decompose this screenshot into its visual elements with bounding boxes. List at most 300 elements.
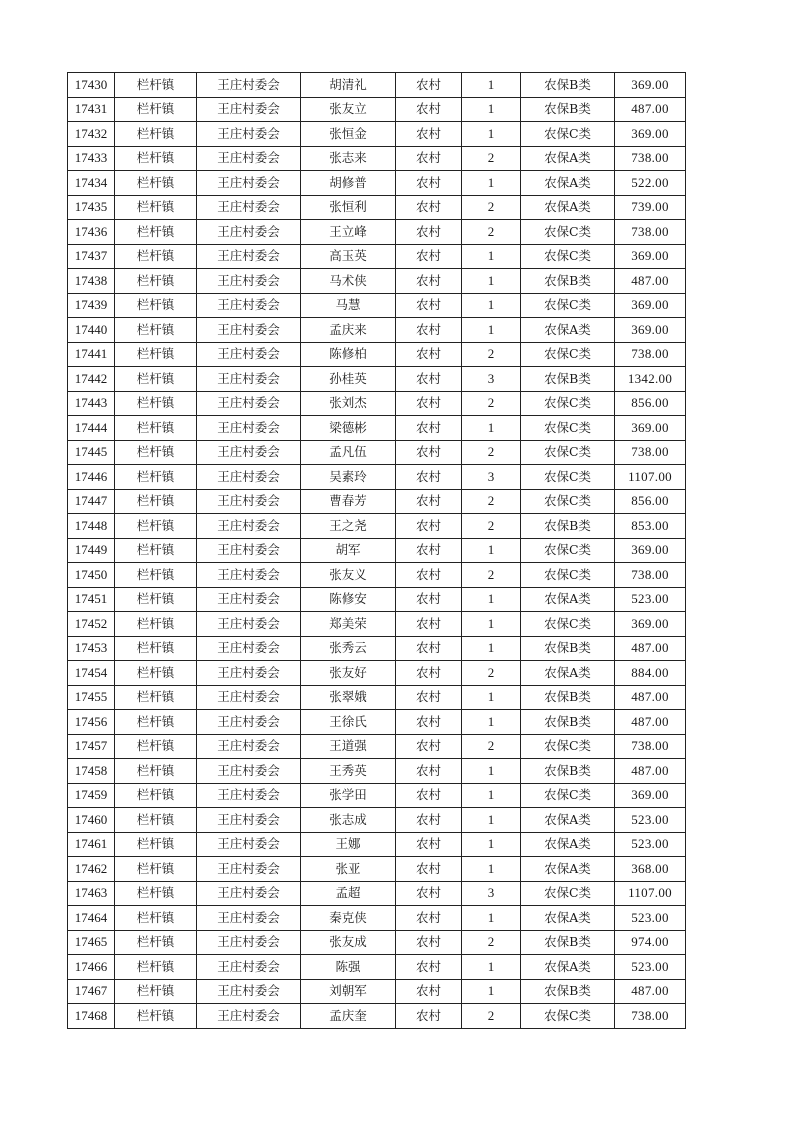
cell-name: 胡军 <box>301 538 396 563</box>
cell-amount: 523.00 <box>615 832 686 857</box>
cell-amount: 368.00 <box>615 857 686 882</box>
cell-town: 栏杆镇 <box>115 367 197 392</box>
cell-count: 3 <box>462 465 521 490</box>
cell-town: 栏杆镇 <box>115 489 197 514</box>
table-row <box>68 293 686 318</box>
cell-name: 高玉英 <box>301 244 396 269</box>
cell-household-type: 农村 <box>396 367 462 392</box>
cell-household-type: 农村 <box>396 293 462 318</box>
cell-village: 王庄村委会 <box>197 734 301 759</box>
cell-village: 王庄村委会 <box>197 979 301 1004</box>
cell-town: 栏杆镇 <box>115 171 197 196</box>
cell-count: 2 <box>462 734 521 759</box>
table-row <box>68 391 686 416</box>
cell-village: 王庄村委会 <box>197 367 301 392</box>
table-row <box>68 416 686 441</box>
cell-household-type: 农村 <box>396 930 462 955</box>
cell-id: 17447 <box>68 489 115 514</box>
cell-village: 王庄村委会 <box>197 293 301 318</box>
cell-village: 王庄村委会 <box>197 465 301 490</box>
cell-amount: 487.00 <box>615 97 686 122</box>
cell-category: 农保C类 <box>521 1004 615 1029</box>
table-row <box>68 538 686 563</box>
cell-id: 17468 <box>68 1004 115 1029</box>
cell-count: 2 <box>462 146 521 171</box>
cell-id: 17436 <box>68 220 115 245</box>
cell-count: 1 <box>462 832 521 857</box>
cell-village: 王庄村委会 <box>197 220 301 245</box>
cell-category: 农保B类 <box>521 979 615 1004</box>
cell-town: 栏杆镇 <box>115 808 197 833</box>
cell-household-type: 农村 <box>396 906 462 931</box>
cell-id: 17435 <box>68 195 115 220</box>
cell-id: 17461 <box>68 832 115 857</box>
cell-name: 王娜 <box>301 832 396 857</box>
cell-amount: 487.00 <box>615 979 686 1004</box>
cell-category: 农保C类 <box>521 122 615 147</box>
cell-id: 17440 <box>68 318 115 343</box>
cell-town: 栏杆镇 <box>115 906 197 931</box>
cell-village: 王庄村委会 <box>197 710 301 735</box>
cell-name: 孟庆奎 <box>301 1004 396 1029</box>
cell-amount: 487.00 <box>615 710 686 735</box>
cell-category: 农保A类 <box>521 661 615 686</box>
cell-town: 栏杆镇 <box>115 955 197 980</box>
cell-count: 1 <box>462 293 521 318</box>
cell-household-type: 农村 <box>396 465 462 490</box>
cell-name: 张友立 <box>301 97 396 122</box>
cell-id: 17455 <box>68 685 115 710</box>
cell-category: 农保A类 <box>521 808 615 833</box>
cell-amount: 738.00 <box>615 220 686 245</box>
cell-name: 张学田 <box>301 783 396 808</box>
table-row <box>68 612 686 637</box>
cell-village: 王庄村委会 <box>197 759 301 784</box>
table-row <box>68 832 686 857</box>
cell-household-type: 农村 <box>396 171 462 196</box>
cell-category: 农保C类 <box>521 416 615 441</box>
cell-town: 栏杆镇 <box>115 612 197 637</box>
cell-amount: 369.00 <box>615 122 686 147</box>
cell-category: 农保C类 <box>521 440 615 465</box>
cell-name: 王徐氏 <box>301 710 396 735</box>
cell-count: 2 <box>462 391 521 416</box>
table-row <box>68 734 686 759</box>
cell-village: 王庄村委会 <box>197 195 301 220</box>
benefit-table <box>67 72 686 1029</box>
cell-name: 王之尧 <box>301 514 396 539</box>
cell-category: 农保B类 <box>521 930 615 955</box>
cell-count: 1 <box>462 759 521 784</box>
table-row <box>68 318 686 343</box>
cell-count: 2 <box>462 514 521 539</box>
cell-count: 1 <box>462 906 521 931</box>
cell-town: 栏杆镇 <box>115 587 197 612</box>
table-row <box>68 710 686 735</box>
cell-household-type: 农村 <box>396 661 462 686</box>
cell-count: 1 <box>462 710 521 735</box>
cell-id: 17432 <box>68 122 115 147</box>
cell-category: 农保B类 <box>521 685 615 710</box>
table-row <box>68 1004 686 1029</box>
cell-town: 栏杆镇 <box>115 220 197 245</box>
cell-household-type: 农村 <box>396 220 462 245</box>
cell-category: 农保B类 <box>521 367 615 392</box>
cell-town: 栏杆镇 <box>115 73 197 98</box>
cell-village: 王庄村委会 <box>197 563 301 588</box>
cell-household-type: 农村 <box>396 808 462 833</box>
cell-name: 张恒利 <box>301 195 396 220</box>
cell-village: 王庄村委会 <box>197 636 301 661</box>
cell-household-type: 农村 <box>396 955 462 980</box>
cell-name: 张友义 <box>301 563 396 588</box>
cell-household-type: 农村 <box>396 881 462 906</box>
table-row <box>68 440 686 465</box>
table-row <box>68 857 686 882</box>
cell-town: 栏杆镇 <box>115 416 197 441</box>
cell-household-type: 农村 <box>396 710 462 735</box>
cell-count: 3 <box>462 367 521 392</box>
cell-town: 栏杆镇 <box>115 636 197 661</box>
cell-village: 王庄村委会 <box>197 783 301 808</box>
cell-town: 栏杆镇 <box>115 759 197 784</box>
cell-household-type: 农村 <box>396 685 462 710</box>
cell-amount: 974.00 <box>615 930 686 955</box>
cell-category: 农保C类 <box>521 244 615 269</box>
cell-household-type: 农村 <box>396 391 462 416</box>
cell-category: 农保C类 <box>521 563 615 588</box>
cell-category: 农保A类 <box>521 857 615 882</box>
cell-id: 17431 <box>68 97 115 122</box>
table-row <box>68 783 686 808</box>
cell-village: 王庄村委会 <box>197 587 301 612</box>
cell-town: 栏杆镇 <box>115 832 197 857</box>
cell-amount: 738.00 <box>615 1004 686 1029</box>
cell-id: 17466 <box>68 955 115 980</box>
cell-town: 栏杆镇 <box>115 122 197 147</box>
cell-count: 1 <box>462 685 521 710</box>
cell-town: 栏杆镇 <box>115 734 197 759</box>
cell-count: 2 <box>462 930 521 955</box>
cell-category: 农保C类 <box>521 489 615 514</box>
cell-name: 胡修普 <box>301 171 396 196</box>
cell-category: 农保A类 <box>521 318 615 343</box>
cell-village: 王庄村委会 <box>197 906 301 931</box>
table-row <box>68 146 686 171</box>
cell-amount: 1107.00 <box>615 465 686 490</box>
cell-household-type: 农村 <box>396 318 462 343</box>
cell-id: 17453 <box>68 636 115 661</box>
cell-name: 张友成 <box>301 930 396 955</box>
cell-amount: 738.00 <box>615 342 686 367</box>
cell-id: 17454 <box>68 661 115 686</box>
cell-id: 17446 <box>68 465 115 490</box>
cell-id: 17437 <box>68 244 115 269</box>
cell-village: 王庄村委会 <box>197 122 301 147</box>
cell-id: 17443 <box>68 391 115 416</box>
table-row <box>68 808 686 833</box>
cell-name: 张志成 <box>301 808 396 833</box>
cell-name: 陈修柏 <box>301 342 396 367</box>
cell-amount: 369.00 <box>615 783 686 808</box>
cell-name: 秦克侠 <box>301 906 396 931</box>
cell-id: 17467 <box>68 979 115 1004</box>
cell-count: 1 <box>462 171 521 196</box>
cell-village: 王庄村委会 <box>197 391 301 416</box>
cell-household-type: 农村 <box>396 73 462 98</box>
cell-category: 农保B类 <box>521 73 615 98</box>
cell-count: 3 <box>462 881 521 906</box>
cell-category: 农保A类 <box>521 832 615 857</box>
table-row <box>68 514 686 539</box>
cell-town: 栏杆镇 <box>115 881 197 906</box>
cell-town: 栏杆镇 <box>115 293 197 318</box>
cell-count: 2 <box>462 661 521 686</box>
cell-household-type: 农村 <box>396 440 462 465</box>
table-row <box>68 465 686 490</box>
cell-count: 1 <box>462 73 521 98</box>
cell-amount: 523.00 <box>615 587 686 612</box>
table-row <box>68 220 686 245</box>
cell-id: 17434 <box>68 171 115 196</box>
cell-name: 王秀英 <box>301 759 396 784</box>
cell-village: 王庄村委会 <box>197 440 301 465</box>
cell-village: 王庄村委会 <box>197 318 301 343</box>
cell-category: 农保C类 <box>521 612 615 637</box>
cell-village: 王庄村委会 <box>197 930 301 955</box>
cell-household-type: 农村 <box>396 587 462 612</box>
cell-town: 栏杆镇 <box>115 1004 197 1029</box>
cell-count: 1 <box>462 955 521 980</box>
cell-amount: 369.00 <box>615 538 686 563</box>
cell-count: 1 <box>462 612 521 637</box>
table-row <box>68 930 686 955</box>
table-row <box>68 171 686 196</box>
cell-amount: 523.00 <box>615 955 686 980</box>
cell-household-type: 农村 <box>396 1004 462 1029</box>
cell-id: 17441 <box>68 342 115 367</box>
table-row <box>68 881 686 906</box>
cell-id: 17463 <box>68 881 115 906</box>
cell-id: 17465 <box>68 930 115 955</box>
cell-name: 张亚 <box>301 857 396 882</box>
cell-name: 吴素玲 <box>301 465 396 490</box>
cell-name: 张友好 <box>301 661 396 686</box>
cell-town: 栏杆镇 <box>115 563 197 588</box>
cell-name: 马慧 <box>301 293 396 318</box>
cell-amount: 487.00 <box>615 636 686 661</box>
cell-name: 胡清礼 <box>301 73 396 98</box>
cell-id: 17457 <box>68 734 115 759</box>
cell-village: 王庄村委会 <box>197 538 301 563</box>
cell-name: 孟凡伍 <box>301 440 396 465</box>
cell-household-type: 农村 <box>396 122 462 147</box>
cell-town: 栏杆镇 <box>115 514 197 539</box>
cell-count: 1 <box>462 587 521 612</box>
cell-household-type: 农村 <box>396 612 462 637</box>
cell-amount: 487.00 <box>615 269 686 294</box>
cell-count: 2 <box>462 489 521 514</box>
cell-amount: 487.00 <box>615 685 686 710</box>
cell-id: 17448 <box>68 514 115 539</box>
cell-name: 曹春芳 <box>301 489 396 514</box>
cell-amount: 523.00 <box>615 808 686 833</box>
cell-village: 王庄村委会 <box>197 269 301 294</box>
table-row <box>68 955 686 980</box>
cell-id: 17449 <box>68 538 115 563</box>
cell-name: 张翠娥 <box>301 685 396 710</box>
cell-amount: 369.00 <box>615 416 686 441</box>
cell-id: 17430 <box>68 73 115 98</box>
cell-amount: 739.00 <box>615 195 686 220</box>
cell-amount: 369.00 <box>615 244 686 269</box>
cell-category: 农保C类 <box>521 465 615 490</box>
cell-town: 栏杆镇 <box>115 146 197 171</box>
cell-village: 王庄村委会 <box>197 955 301 980</box>
cell-name: 张志来 <box>301 146 396 171</box>
cell-count: 1 <box>462 318 521 343</box>
cell-household-type: 农村 <box>396 636 462 661</box>
cell-category: 农保C类 <box>521 391 615 416</box>
cell-town: 栏杆镇 <box>115 661 197 686</box>
table-row <box>68 587 686 612</box>
cell-count: 1 <box>462 269 521 294</box>
cell-town: 栏杆镇 <box>115 269 197 294</box>
cell-name: 郑美荣 <box>301 612 396 637</box>
cell-village: 王庄村委会 <box>197 514 301 539</box>
cell-village: 王庄村委会 <box>197 832 301 857</box>
cell-category: 农保A类 <box>521 171 615 196</box>
cell-town: 栏杆镇 <box>115 318 197 343</box>
cell-category: 农保B类 <box>521 97 615 122</box>
cell-count: 1 <box>462 538 521 563</box>
cell-count: 1 <box>462 122 521 147</box>
cell-household-type: 农村 <box>396 416 462 441</box>
cell-name: 陈强 <box>301 955 396 980</box>
table-row <box>68 489 686 514</box>
cell-town: 栏杆镇 <box>115 465 197 490</box>
cell-amount: 523.00 <box>615 906 686 931</box>
cell-category: 农保B类 <box>521 710 615 735</box>
cell-count: 1 <box>462 244 521 269</box>
cell-id: 17444 <box>68 416 115 441</box>
cell-town: 栏杆镇 <box>115 538 197 563</box>
cell-village: 王庄村委会 <box>197 171 301 196</box>
cell-count: 2 <box>462 195 521 220</box>
cell-amount: 856.00 <box>615 391 686 416</box>
cell-household-type: 农村 <box>396 146 462 171</box>
cell-category: 农保A类 <box>521 587 615 612</box>
cell-count: 1 <box>462 857 521 882</box>
cell-category: 农保C类 <box>521 220 615 245</box>
table-row <box>68 244 686 269</box>
cell-amount: 487.00 <box>615 759 686 784</box>
table-row <box>68 122 686 147</box>
cell-village: 王庄村委会 <box>197 416 301 441</box>
cell-household-type: 农村 <box>396 489 462 514</box>
table-row <box>68 97 686 122</box>
cell-category: 农保C类 <box>521 881 615 906</box>
cell-village: 王庄村委会 <box>197 661 301 686</box>
cell-household-type: 农村 <box>396 563 462 588</box>
cell-id: 17460 <box>68 808 115 833</box>
cell-amount: 522.00 <box>615 171 686 196</box>
cell-household-type: 农村 <box>396 759 462 784</box>
cell-id: 17459 <box>68 783 115 808</box>
cell-name: 张秀云 <box>301 636 396 661</box>
cell-amount: 738.00 <box>615 146 686 171</box>
cell-household-type: 农村 <box>396 783 462 808</box>
cell-name: 王道强 <box>301 734 396 759</box>
cell-name: 张恒金 <box>301 122 396 147</box>
cell-category: 农保B类 <box>521 269 615 294</box>
cell-village: 王庄村委会 <box>197 808 301 833</box>
cell-town: 栏杆镇 <box>115 440 197 465</box>
cell-amount: 856.00 <box>615 489 686 514</box>
cell-id: 17462 <box>68 857 115 882</box>
cell-town: 栏杆镇 <box>115 195 197 220</box>
cell-id: 17439 <box>68 293 115 318</box>
cell-name: 马术侠 <box>301 269 396 294</box>
cell-town: 栏杆镇 <box>115 97 197 122</box>
cell-village: 王庄村委会 <box>197 612 301 637</box>
table-row <box>68 563 686 588</box>
cell-amount: 853.00 <box>615 514 686 539</box>
cell-id: 17452 <box>68 612 115 637</box>
cell-village: 王庄村委会 <box>197 146 301 171</box>
cell-id: 17451 <box>68 587 115 612</box>
table-row <box>68 906 686 931</box>
table-body <box>68 73 686 1029</box>
cell-village: 王庄村委会 <box>197 857 301 882</box>
cell-village: 王庄村委会 <box>197 97 301 122</box>
cell-town: 栏杆镇 <box>115 342 197 367</box>
cell-village: 王庄村委会 <box>197 244 301 269</box>
cell-category: 农保C类 <box>521 734 615 759</box>
cell-count: 2 <box>462 440 521 465</box>
cell-town: 栏杆镇 <box>115 930 197 955</box>
cell-amount: 369.00 <box>615 612 686 637</box>
cell-amount: 884.00 <box>615 661 686 686</box>
cell-count: 2 <box>462 342 521 367</box>
cell-household-type: 农村 <box>396 342 462 367</box>
cell-household-type: 农村 <box>396 269 462 294</box>
cell-amount: 738.00 <box>615 563 686 588</box>
table-row <box>68 685 686 710</box>
cell-count: 2 <box>462 1004 521 1029</box>
cell-amount: 369.00 <box>615 293 686 318</box>
cell-town: 栏杆镇 <box>115 857 197 882</box>
cell-id: 17458 <box>68 759 115 784</box>
cell-village: 王庄村委会 <box>197 489 301 514</box>
cell-household-type: 农村 <box>396 244 462 269</box>
cell-amount: 738.00 <box>615 440 686 465</box>
cell-village: 王庄村委会 <box>197 881 301 906</box>
cell-category: 农保C类 <box>521 342 615 367</box>
cell-household-type: 农村 <box>396 538 462 563</box>
cell-town: 栏杆镇 <box>115 391 197 416</box>
cell-category: 农保C类 <box>521 538 615 563</box>
cell-id: 17456 <box>68 710 115 735</box>
cell-id: 17450 <box>68 563 115 588</box>
cell-count: 1 <box>462 783 521 808</box>
cell-name: 张刘杰 <box>301 391 396 416</box>
table-row <box>68 979 686 1004</box>
cell-village: 王庄村委会 <box>197 1004 301 1029</box>
cell-count: 1 <box>462 416 521 441</box>
cell-amount: 738.00 <box>615 734 686 759</box>
cell-household-type: 农村 <box>396 979 462 1004</box>
